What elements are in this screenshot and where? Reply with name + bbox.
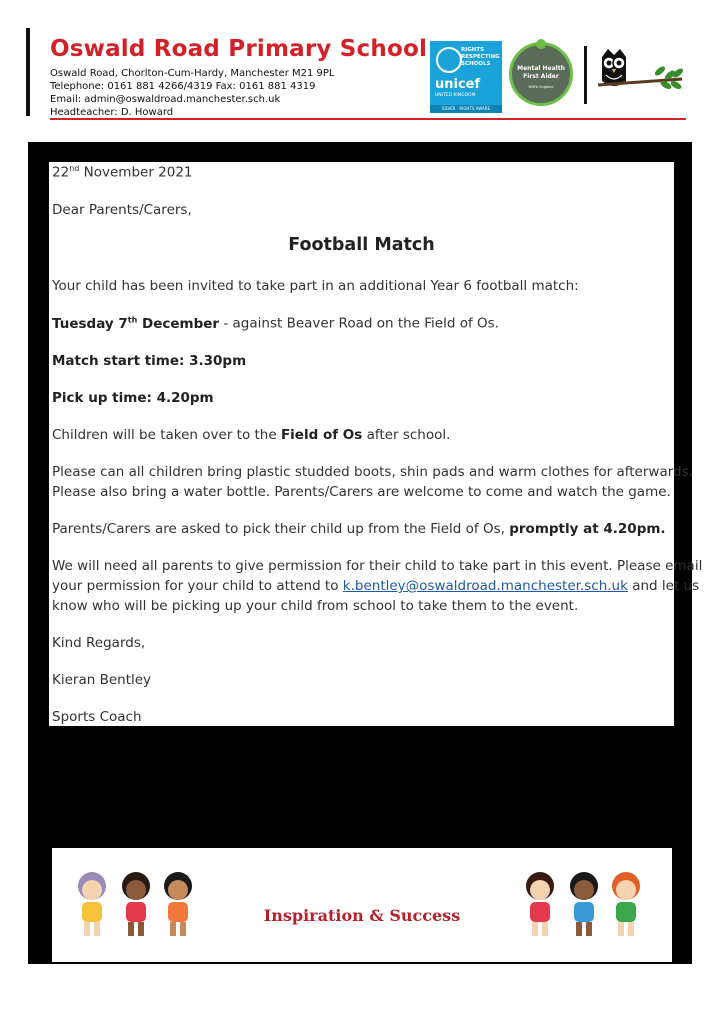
match-date: Tuesday 7th December - against Beaver Road on the Field of Os. <box>52 315 499 332</box>
permission-line-2: your permission for your child to attend to k.bentley@oswaldroad.manchester.sch.uk and let us <box>52 578 700 594</box>
permission-line-1: We will need all parents to give permission for their child to take part in this event. Please email <box>52 558 703 574</box>
kit-line-2: Please also bring a water bottle. Parents/Carers are welcome to come and watch the game. <box>52 484 671 500</box>
intro-text: Your child has been invited to take part in an additional Year 6 football match: <box>52 278 579 294</box>
permission-line-3: know who will be picking up your child from school to take them to the event. <box>52 598 579 614</box>
pickup-instructions: Parents/Carers are asked to pick their child up from the Field of Os, promptly at 4.20pm. <box>52 521 666 537</box>
footer-slogan: Inspiration & Success <box>263 906 461 925</box>
owl-logo-icon <box>598 47 690 99</box>
headteacher: Headteacher: D. Howard <box>50 107 174 118</box>
school-address: Oswald Road, Chorlton-Cum-Hardy, Manchester M21 9PL <box>50 68 335 79</box>
footer-banner <box>52 848 672 962</box>
signer-role: Sports Coach <box>52 709 142 725</box>
closing: Kind Regards, <box>52 635 146 651</box>
unicef-country: UNITED KINGDOM <box>435 93 476 98</box>
letter-date: 22nd November 2021 <box>52 164 193 181</box>
unicef-level: SILVER · RIGHTS AWARE <box>430 105 502 113</box>
rights-text: RIGHTS RESPECTING SCHOOLS <box>461 47 500 67</box>
school-telephone: Telephone: 0161 881 4266/4319 Fax: 0161 881 4319 <box>50 81 316 92</box>
children-right-illustration-icon <box>514 866 659 946</box>
unicef-wordmark: unicef <box>435 77 481 92</box>
kit-line-1: Please can all children bring plastic studded boots, shin pads and warm clothes for afterwards. <box>52 464 693 480</box>
letter-title: Football Match <box>288 235 435 255</box>
globe-icon <box>436 47 462 73</box>
unicef-rights-badge <box>430 41 502 113</box>
children-transport: Children will be taken over to the Field of Os after school. <box>52 427 451 443</box>
school-email: Email: admin@oswaldroad.manchester.sch.uk <box>50 94 281 105</box>
signer-name: Kieran Bentley <box>52 672 152 688</box>
contact-email-link[interactable]: k.bentley@oswaldroad.manchester.sch.uk <box>342 578 628 594</box>
letter-body <box>49 162 703 726</box>
header-accent-bar <box>26 28 30 116</box>
hand-icon <box>536 39 546 49</box>
school-name: Oswald Road Primary School <box>50 36 428 62</box>
match-start-time: Match start time: 3.30pm <box>52 353 247 369</box>
pickup-time: Pick up time: 4.20pm <box>52 390 214 406</box>
logo-divider <box>584 46 587 104</box>
mental-health-sub: MHFA England <box>528 85 554 89</box>
header-divider <box>50 118 686 120</box>
mental-health-badge <box>509 42 573 106</box>
salutation: Dear Parents/Carers, <box>52 202 192 218</box>
mental-health-label: Mental Health First Aider <box>517 65 565 80</box>
